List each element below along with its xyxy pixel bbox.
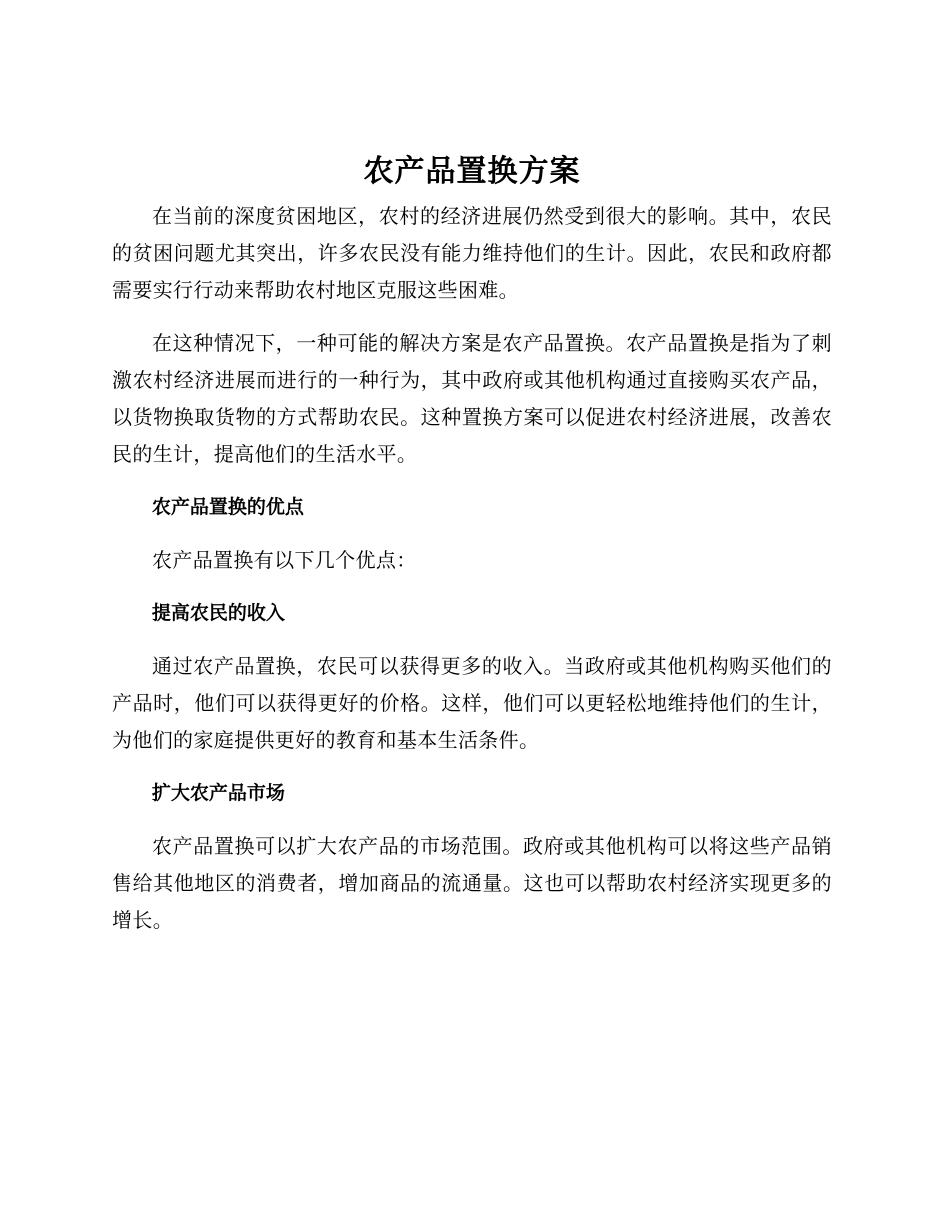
section-heading-advantages: 农产品置换的优点 <box>151 496 304 518</box>
paragraph-solution: 在这种情况下，一种可能的解决方案是农产品置换。农产品置换是指为了刺激农村经济进展而进行的一种行为，其中政府或其他机构通过直接购买农产品，以货物换取货物的方式帮助农民。这种置换方案可以促进农村经济进展，改善农民的生计，提高他们的生活水平。 <box>112 331 832 466</box>
document-title: 农产品置换方案 <box>363 154 581 189</box>
section-heading-market: 扩大农产品市场 <box>151 782 285 804</box>
paragraph-income: 通过农产品置换，农民可以获得更多的收入。当政府或其他机构购买他们的产品时，他们可以获得更好的价格。这样，他们可以更轻松地维持他们的生计，为他们的家庭提供更好的教育和基本生活条件。 <box>112 654 832 752</box>
section-heading-income: 提高农民的收入 <box>151 602 285 624</box>
document-page <box>112 150 832 955</box>
paragraph-market: 农产品置换可以扩大农产品的市场范围。政府或其他机构可以将这些产品销售给其他地区的消费者，增加商品的流通量。这也可以帮助农村经济实现更多的增长。 <box>112 834 832 932</box>
paragraph-advantages-intro: 农产品置换有以下几个优点： <box>152 548 417 572</box>
paragraph-intro: 在当前的深度贫困地区，农村的经济进展仍然受到很大的影响。其中，农民的贫困问题尤其突出，许多农民没有能力维持他们的生计。因此，农民和政府都需要实行行动来帮助农村地区克服这些困难。 <box>112 204 832 302</box>
